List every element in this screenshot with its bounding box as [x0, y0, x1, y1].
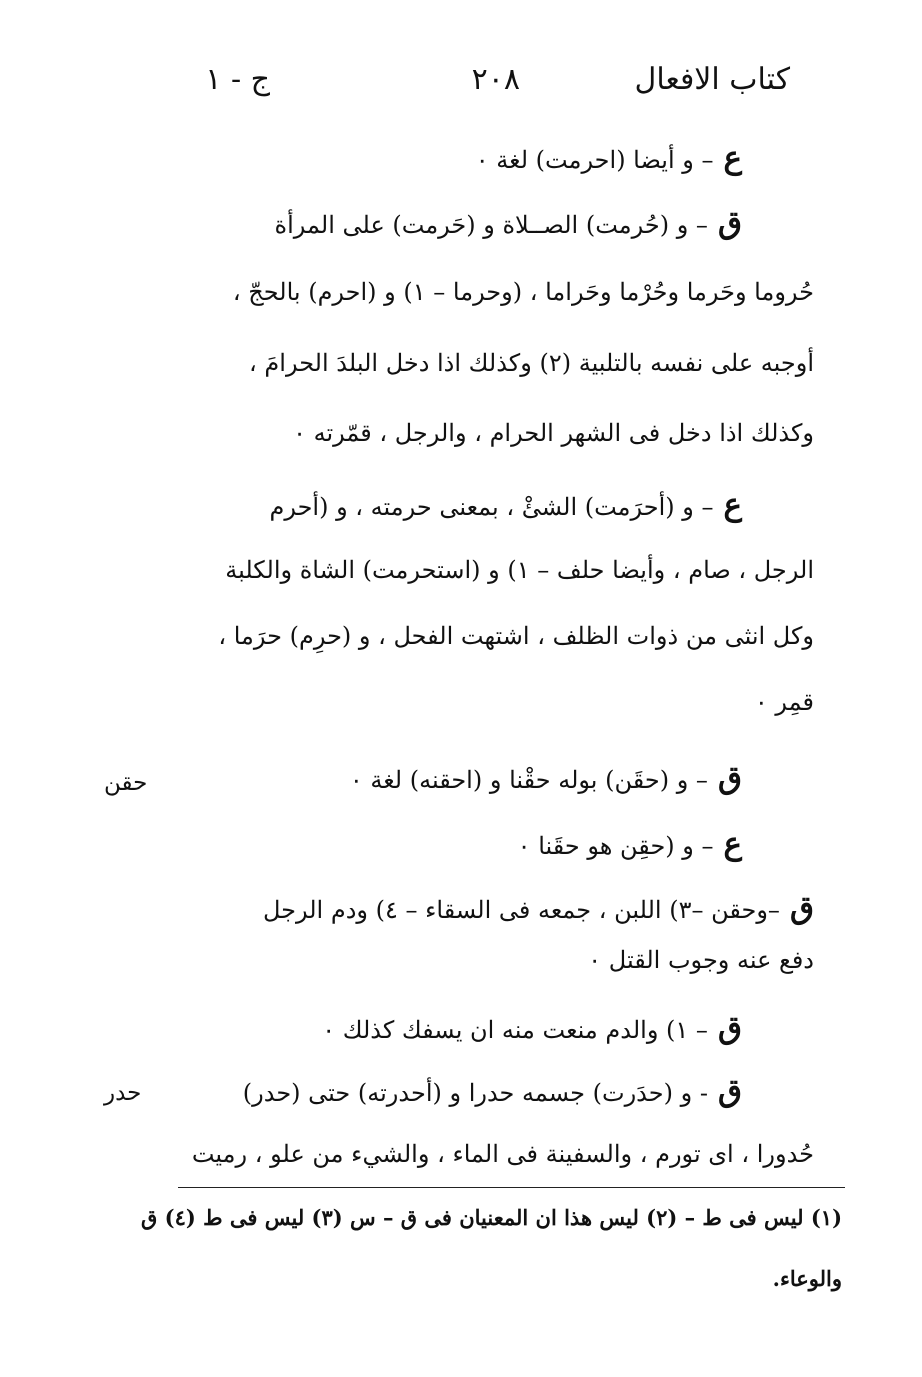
- line-text: – ١) والدم منعت منه ان يسفك كذلك ٠: [322, 1016, 708, 1044]
- line-text: – و (حُرمت) الصــلاة و (حَرمت) على المرأة: [274, 211, 708, 239]
- book-title: كتاب الافعال: [634, 62, 790, 97]
- text-line: [322, 1010, 742, 1047]
- entry-marker: ق: [717, 1073, 742, 1109]
- line-text: دفع عنه وجوب القتل ٠: [588, 946, 814, 974]
- margin-root-word: حقن: [104, 770, 148, 796]
- text-line: [588, 946, 814, 975]
- entry-marker: ع: [723, 140, 742, 176]
- text-line: [518, 826, 742, 863]
- line-text: – و أيضا (احرمت) لغة ٠: [475, 146, 714, 174]
- page-number: ٢٠٨: [471, 62, 520, 97]
- entry-marker: ق: [717, 205, 742, 241]
- text-line: [755, 688, 814, 717]
- line-text: حُروما وحَرما وحُرْما وحَراما ، (وحرما – ١) و (احرم) بالحجّ ،: [232, 278, 814, 306]
- entry-marker: ع: [723, 826, 742, 862]
- text-line: [225, 556, 814, 585]
- line-text: –وحقن –٣) اللبن ، جمعه فى السقاء – ٤) ودم الرجل: [262, 896, 780, 924]
- text-line: [269, 487, 742, 524]
- text-line: [233, 278, 814, 307]
- text-line: [293, 419, 814, 448]
- footnote-line: (١) ليس فى ط – (٢) ليس هذا ان المعنيان فى ق – س (٣) ليس فى ط (٤) ق: [141, 1205, 842, 1230]
- line-text: الرجل ، صام ، وأيضا حلف – ١) و (استحرمت) الشاة والكلبة: [225, 556, 814, 584]
- footnote-divider: [178, 1187, 845, 1188]
- text-line: [476, 140, 742, 177]
- margin-root-word: حدر: [104, 1080, 142, 1106]
- volume-label: ج - ١: [205, 62, 270, 97]
- line-text: أوجبه على نفسه بالتلبية (٢) وكذلك اذا دخل البلدَ الحرامَ ،: [249, 349, 814, 377]
- line-text: – و (حقِن هو حقَنا ٠: [517, 832, 714, 860]
- text-line: [249, 349, 814, 378]
- line-text: حُدورا ، اى تورم ، والسفينة فى الماء ، والشيء من علو ، رميت: [191, 1140, 814, 1168]
- line-text: وكل انثى من ذوات الظلف ، اشتهت الفحل ، و (حرِم) حرَما ،: [218, 622, 814, 650]
- text-line: [350, 760, 742, 797]
- text-line: [275, 205, 742, 242]
- line-text: - و (حدَرت) جسمه حدرا و (أحدرته) حتى (حدر): [242, 1079, 708, 1107]
- footnote-line: والوعاء.: [772, 1266, 842, 1291]
- entry-marker: ق: [717, 1010, 742, 1046]
- line-text: – و (حقَن) بوله حقْنا و (احقنه) لغة ٠: [349, 766, 708, 794]
- line-text: وكذلك اذا دخل فى الشهر الحرام ، والرجل ، قمّرته ٠: [293, 419, 814, 447]
- text-line: [192, 1140, 814, 1169]
- page-header: [190, 62, 790, 112]
- text-line: [263, 890, 814, 927]
- text-line: [243, 1073, 742, 1110]
- entry-marker: ق: [717, 760, 742, 796]
- line-text: قمِر ٠: [754, 688, 814, 716]
- entry-marker: ق: [789, 890, 814, 926]
- line-text: – و (أحرَمت) الشئْ ، بمعنى حرمته ، و (أحرم: [269, 493, 714, 521]
- entry-marker: ع: [723, 487, 742, 523]
- text-line: [218, 622, 814, 651]
